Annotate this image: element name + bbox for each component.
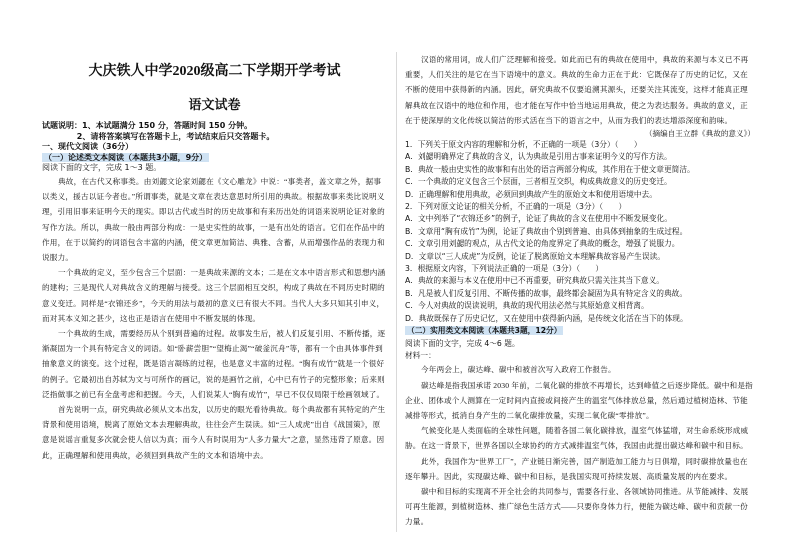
section-heading-1a: （一）论述类文本阅读（本题共3小题，9分） xyxy=(44,152,208,162)
material-paragraph-1: 今年两会上，碳达峰、碳中和被首次写入政府工作报告。 xyxy=(421,365,616,375)
question-1-option-c: C．一个典故的定义包含三个层面，三者相互交织，构成典故意义的历史变迁。 xyxy=(405,177,672,187)
question-2: 2．下列对原文论证的相关分析，不正确的一项是（3分）（ ） xyxy=(405,202,627,212)
question-1: 1．下列关于原文内容的理解和分析，不正确的一项是（3分）（ ） xyxy=(405,140,642,150)
material-paragraph-5: 碳中和目标的实现离不开全社会的共同参与，需要各行业、各领域协同推进。从节能减排、发展可再生能源，到植树造林、推广绿色生活方式——只要你身体力行，便能为碳达峰、碳中和贡献一份力量。 xyxy=(405,486,749,527)
passage-paragraph-1: 典故，在古代又称事类。由刘勰文论家刘勰在《文心雕龙》中说：“事类者，盖文章之外，据事以类义，援古以证今者也。”所谓事类，就是文章在表达意思时所引用的典故。根据故事来类比说明义理，引用旧事来证明今天的现实。即以古代或当时的历史故事和有来历出处的词语来说明论证对象的写作方法。所以，典故一般由两部分构成：一是史实性的故事，一是有出处的语言。它们在作品中的作用，在于以简约的词语包含丰富的内涵，使文章更加简洁、典雅、含蓄，从而增强作品的表现力和说服力。 xyxy=(42,176,385,262)
passage-continued: 汉语的常用词，成人们广泛理解和接受。如此而已有的典故在使用中，典故的来源与本义已不再重要，人们关注的是它在当下语境中的意义。典故的生命力正在于此：它既保存了历史的记忆，又在不断的使用中获得新的内涵。因此，研究典故不仅要追溯其源头，还要关注其流变，这样才能真正理解典故在汉语中的地位和作用，也才能在写作中恰当地运用典故，使之为表达服务。典故的意义，正在于使深厚的文化传统以简洁的形式活在当下的语言之中，从而为我们的表达增添深度和韵味。 xyxy=(405,55,749,125)
right-column xyxy=(405,0,755,560)
section-heading-2: （二）实用类文本阅读（本题共3题，12分） xyxy=(407,326,562,336)
question-2-option-b: B．文章用“胸有成竹”为例，论证了典故由个别到普遍、由具体到抽象的生成过程。 xyxy=(405,226,688,236)
passage-paragraph-2: 一个典故的定义，至少包含三个层面：一是典故来源的文本；二是在文本中语言形式和思想内涵的建构；三是现代人对典故含义的理解与接受。这三个层面相互交织，构成了典故在不同历史时期的意义变迁。同样是“衣锦还乡”，今天的用法与最初的意义已有很大不同。当代人大多只知其引申义，而对其本义知之甚少，这也正是语言在使用中不断发展的体现。 xyxy=(42,268,386,323)
question-1-option-d: D．正确理解和使用典故，必须回到典故产生的原始文本和使用语境中去。 xyxy=(405,189,657,199)
exam-note-2: 2、请将答案填写在答题卡上，考试结束后只交答题卡。 xyxy=(42,131,275,141)
material-paragraph-4: 此外，我国作为“世界工厂”，产业链日渐完善，国产制造加工能力与日俱增，同时碳排放量也在逐年攀升。因此，实现碳达峰、碳中和目标，是我国实现可持续发展、高质量发展的内在要求。 xyxy=(405,456,748,481)
column-divider xyxy=(396,52,397,532)
passage-source: （摘编自王立群《典故的意义》） xyxy=(644,129,755,139)
left-column xyxy=(42,0,387,560)
question-3: 3．根据原文内容，下列说法正确的一项是（3分）（ ） xyxy=(405,264,604,274)
material-paragraph-3: 气候变化是人类面临的全球性问题，随着各国二氧化碳排放，温室气体猛增，对生命系统形成威胁。在这一背景下，世界各国以全球协约的方式减排温室气体，我国由此提出碳达峰和碳中和目标。 xyxy=(405,426,749,451)
passage-paragraph-4: 首先说明一点，研究典故必须从文本出发，以历史的眼光看待典故。每个典故都有其特定的产生背景和使用语境，脱离了原始文本去理解典故，往往会产生误读。如“三人成虎”出自《战国策》，原意是说谣言重复多次就会使人信以为真；而今人有时误用为“人多力量大”之意，显然违背了原意。因此，正确理解和使用典故，必须回到典故产生的文本和语境中去。 xyxy=(42,405,386,460)
section-heading-1: 一、现代文阅读（36分） xyxy=(42,142,134,152)
question-3-option-b: B．凡是被人们反复引用、不断传播的故事，最终都会凝固为具有特定含义的典故。 xyxy=(405,288,688,298)
reading-instruction: 阅读下面的文字，完成 1～3 题。 xyxy=(42,163,162,173)
question-3-option-c: C．今人对典故的误读说明，典故的现代用法必然与其原始意义相背离。 xyxy=(405,301,649,311)
material-paragraph-2: 碳达峰是指我国承诺 2030 年前，二氧化碳的排放不再增长，达到峰值之后逐步降低。碳中和是指企业、团体或个人测算在一定时间内直接或间接产生的温室气体排放总量，然后通过植树造林、节能减排等形式，抵消自身产生的二氧化碳排放量，实现二氧化碳“零排放”。 xyxy=(405,380,753,420)
exam-note-1: 试题说明：1、本试题满分 150 分，答题时间 150 分钟。 xyxy=(42,121,253,130)
passage-paragraph-3: 一个典故的生成，需要经历从个别到普遍的过程。故事发生后，被人们反复引用、不断传播，逐渐凝固为一个具有特定含义的词语。如“卧薪尝胆”“望梅止渴”“破釜沉舟”等，都有一个由具体事件到抽象意义的演变。这个过程，既是语言凝练的过程，也是意义丰富的过程。“胸有成竹”就是一个很好的例子。它最初出自苏轼为文与可所作的画记，说的是画竹之前，心中已有竹子的完整形象；后来则泛指做事之前已有全盘考虑和把握。今天，人们说某人“胸有成竹”，早已不仅仅局限于绘画领域了。 xyxy=(42,329,386,399)
question-3-option-d: D．典故既保存了历史记忆，又在使用中获得新内涵，是传统文化活在当下的体现。 xyxy=(405,313,688,323)
exam-title: 大庆铁人中学2020级高二下学期开学考试 xyxy=(88,64,341,79)
material-label: 材料一： xyxy=(405,350,436,360)
question-2-option-d: D．文章以“三人成虎”为反例，论证了脱离原始文本理解典故容易产生误读。 xyxy=(405,251,665,261)
question-2-option-c: C．文章引用刘勰的观点，从古代文论的角度界定了典故的概念，增强了说服力。 xyxy=(405,239,680,249)
question-2-option-a: A．文中列举了“衣锦还乡”的例子，论证了典故的含义在使用中不断发展变化。 xyxy=(405,214,672,224)
question-1-option-b: B．典故一般由史实性的故事和有出处的语言两部分构成，其作用在于使文章更简洁。 xyxy=(405,164,695,174)
question-3-option-a: A．典故的来源与本义在使用中已不再重要，研究典故只需关注其当下意义。 xyxy=(405,276,664,286)
question-1-option-a: A．刘勰明确界定了典故的含义，认为典故是引用古事来证明今义的写作方法。 xyxy=(405,152,672,162)
reading-instruction-2: 阅读下面的文字，完成 4～6 题。 xyxy=(405,338,520,348)
exam-subtitle: 语文试卷 xyxy=(188,97,241,112)
